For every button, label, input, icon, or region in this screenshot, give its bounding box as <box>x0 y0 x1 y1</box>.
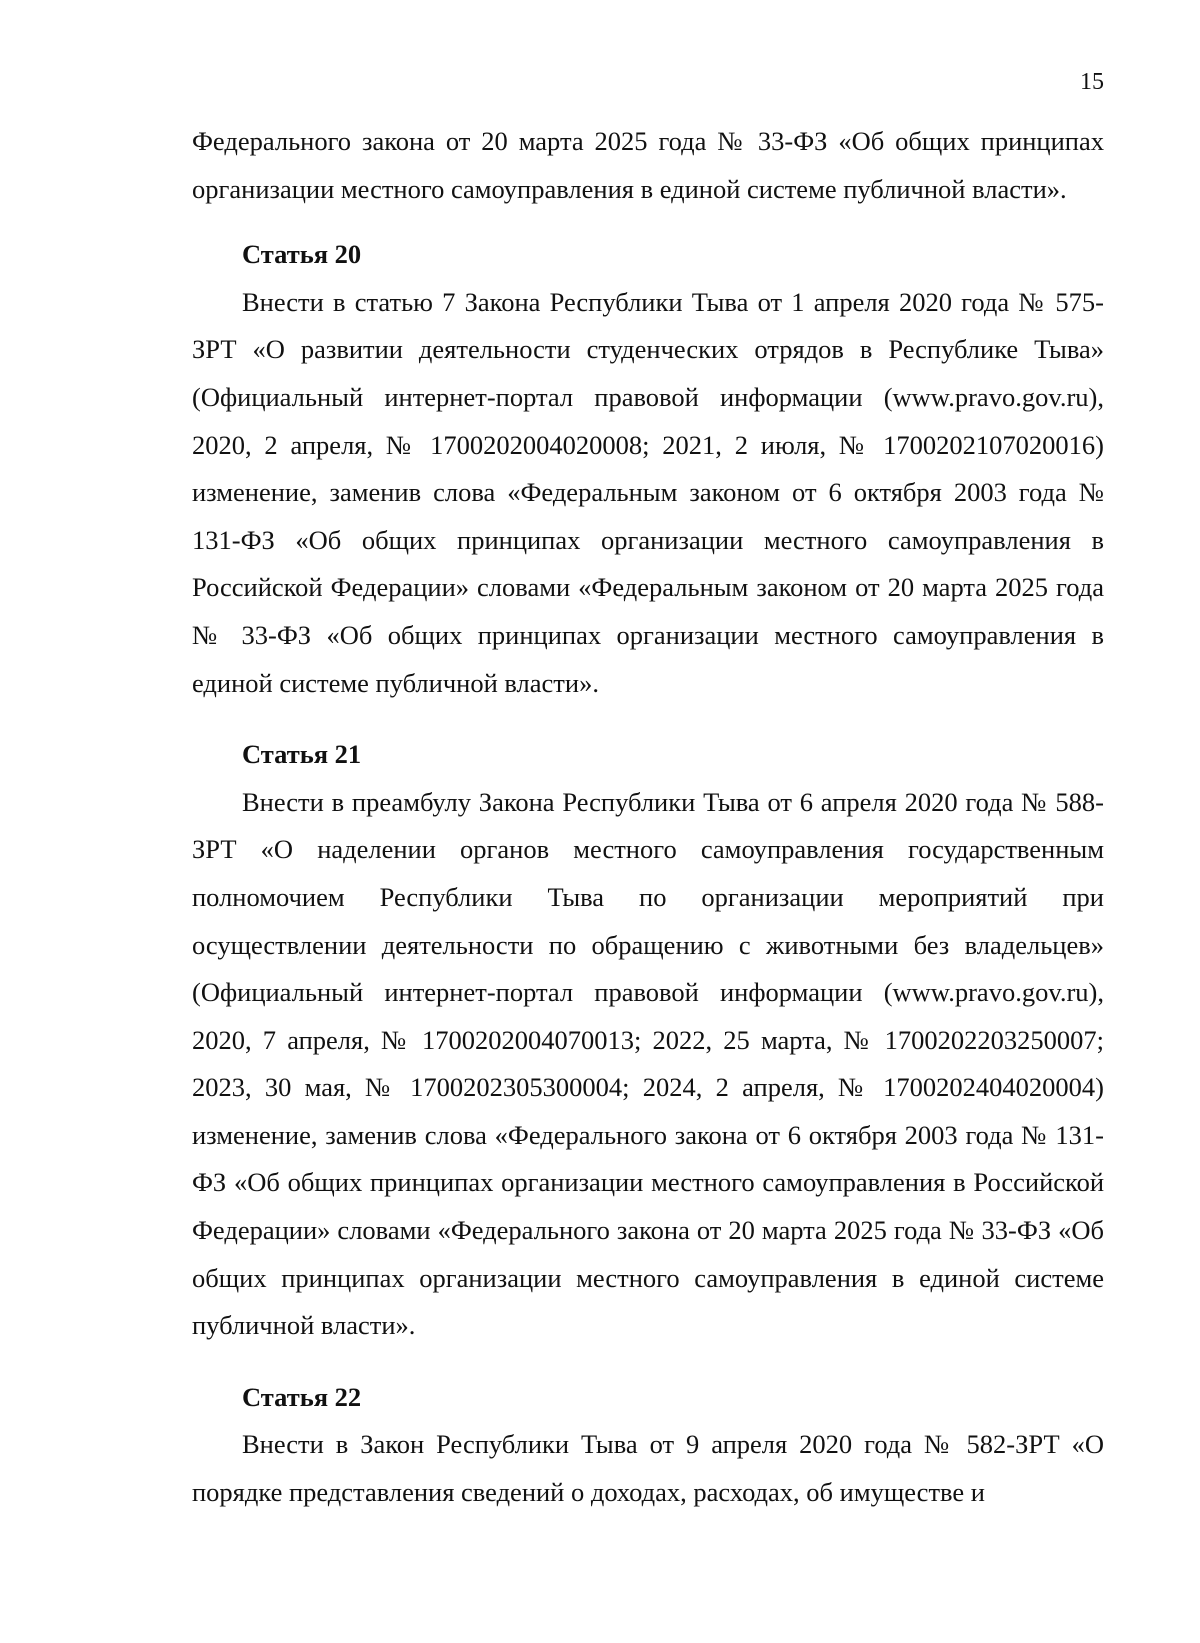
article-22-heading: Статья 22 <box>242 1381 362 1412</box>
article-21-paragraph: Внести в преамбулу Закона Республики Тыва от 6 апреля 2020 года № 588-ЗРТ «О наделении органов местного самоуправления государственным полномочием Республики Тыва по организации мероприятий при осуществлении деятельности по обращению с животными без владельцев» (Официальный интернет-портал правовой информации (www.pravo.gov.ru), 2020, 7 апреля, № 1700202004070013; 2022, 25 марта, № 1700202203250007; 2023, 30 мая, № 1700202305300004; 2024, 2 апреля, № 1700202404020004) изменение, заменив слова «Федерального закона от 6 октября 2003 года № 131-ФЗ «Об общих принципах организации местного самоуправления в Российской Федерации» словами «Федерального закона от 20 марта 2025 года № 33-ФЗ «Об общих принципах организации местного самоуправления в единой системе публичной власти». <box>192 786 1104 1341</box>
article-20-heading: Статья 20 <box>242 239 362 270</box>
continuation-paragraph: Федерального закона от 20 марта 2025 года № 33-ФЗ «Об общих принципах организации местного самоуправления в единой системе публичной власти». <box>192 126 1104 204</box>
article-21-heading: Статья 21 <box>242 739 362 770</box>
document-body <box>192 118 1104 1517</box>
article-20-paragraph: Внести в статью 7 Закона Республики Тыва от 1 апреля 2020 года № 575-ЗРТ «О развитии деятельности студенческих отрядов в Республике Тыва» (Официальный интернет-портал правовой информации (www.pravo.gov.ru), 2020, 2 апреля, № 1700202004020008; 2021, 2 июля, № 1700202107020016) изменение, заменив слова «Федеральным законом от 6 октября 2003 года № 131-ФЗ «Об общих принципах организации местного самоуправления в Российской Федерации» словами «Федеральным законом от 20 марта 2025 года № 33-ФЗ «Об общих принципах организации местного самоуправления в единой системе публичной власти». <box>192 286 1104 698</box>
article-22-paragraph: Внести в Закон Республики Тыва от 9 апреля 2020 года № 582-ЗРТ «О порядке представления сведений о доходах, расходах, об имуществе и <box>192 1429 1104 1508</box>
page-number: 15 <box>1080 69 1104 95</box>
